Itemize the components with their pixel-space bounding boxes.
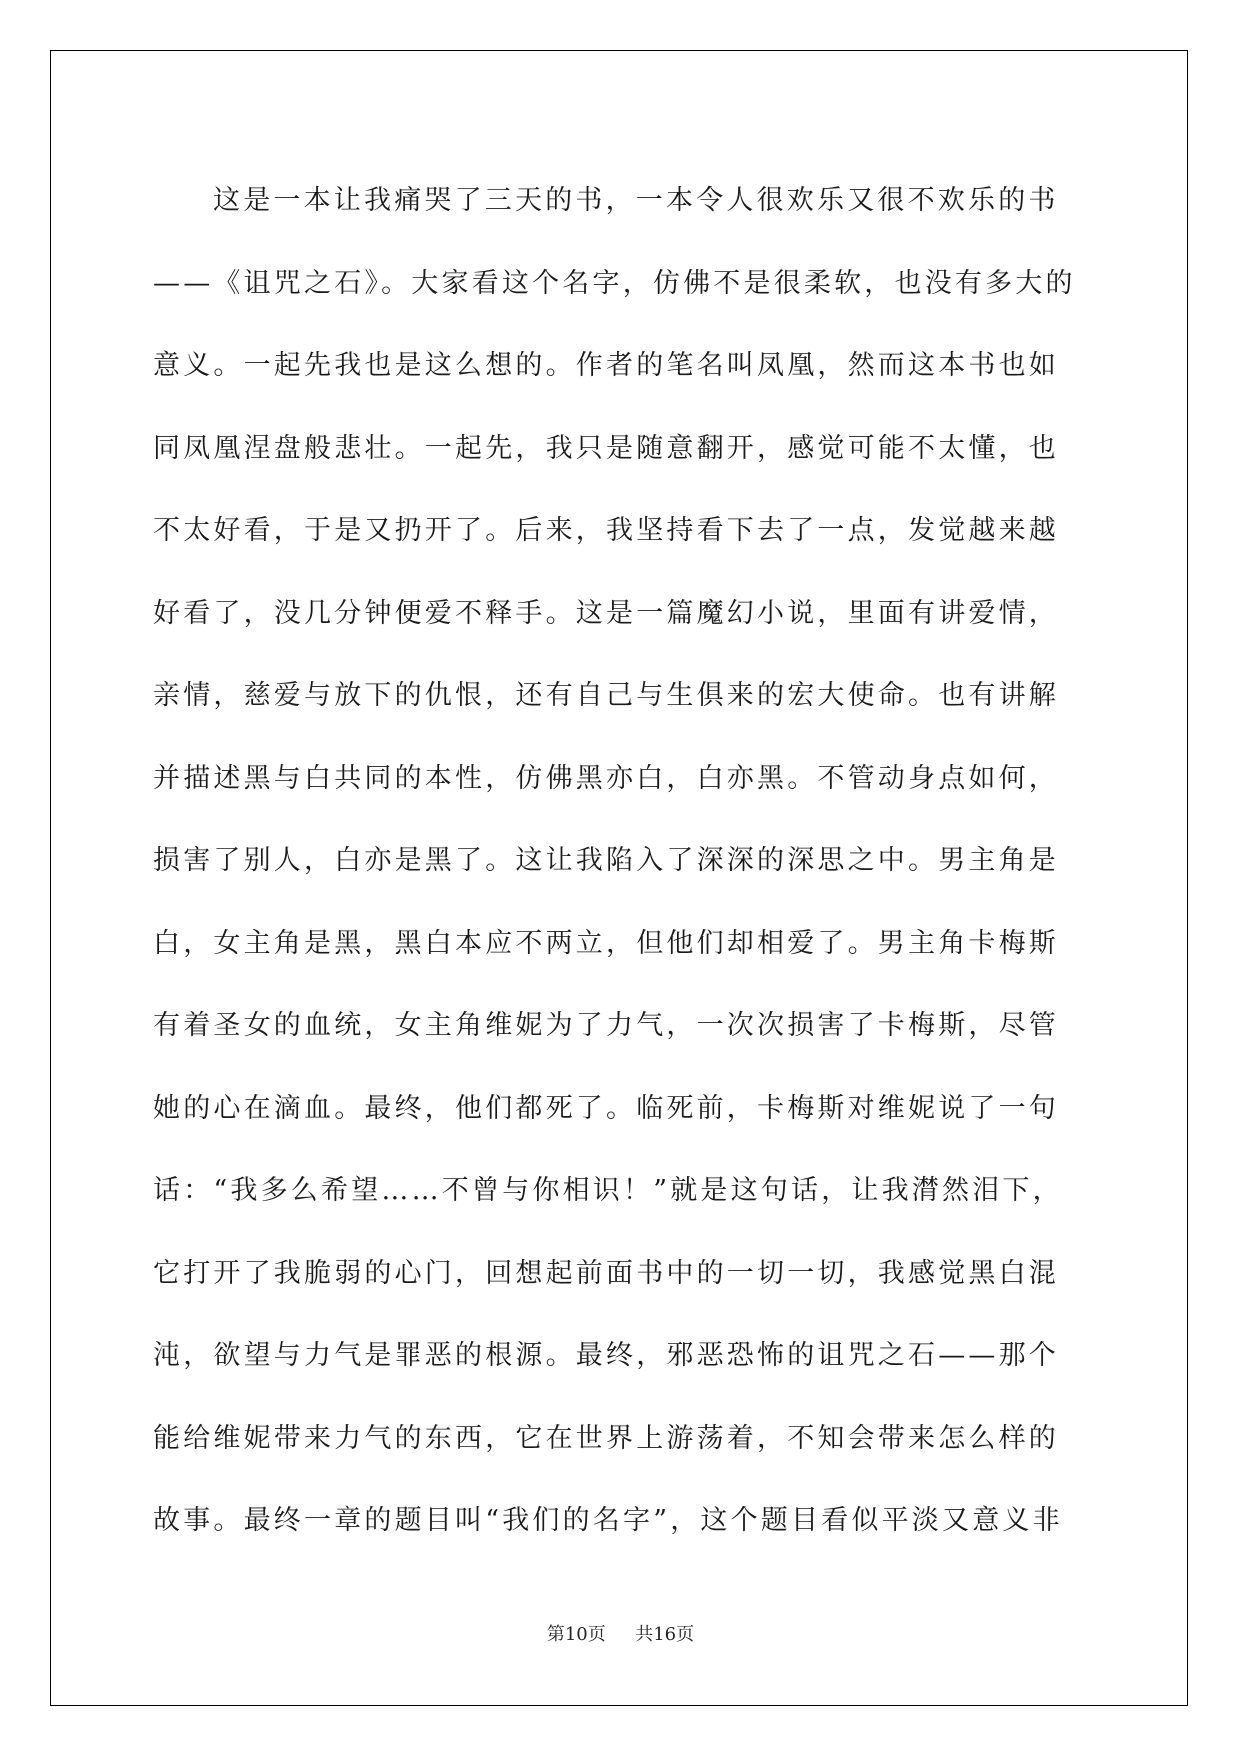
text-line: 不太好看，于是又扔开了。后来，我坚持看下去了一点，发觉越来越 <box>153 515 1059 546</box>
text-line: 白，女主角是黑，黑白本应不两立，但他们却相爱了。男主角卡梅斯 <box>153 927 1059 959</box>
text-line: 话：“我多么希望……不曾与你相识！”就是这句话，让我潸然泪下， <box>153 1175 1063 1206</box>
text-line: 亲情，慈爱与放下的仇恨，还有自己与生俱来的宏大使命。也有讲解 <box>153 680 1059 711</box>
body-paragraph <box>153 160 1088 1563</box>
text-line: 并描述黑与白共同的本性，仿佛黑亦白，白亦黑。不管动身点如何， <box>153 762 1059 794</box>
text-line: 好看了，没几分钟便爱不释手。这是一篇魔幻小说，里面有讲爱情， <box>153 597 1059 629</box>
page-total: 共16页 <box>635 1624 695 1645</box>
text-line: 能给维妮带来力气的东西，它在世界上游荡着，不知会带来怎么样的 <box>153 1422 1059 1454</box>
text-line: 故事。最终一章的题目叫“我们的名字”，这个题目看似平淡又意义非 <box>153 1505 1063 1536</box>
page-footer <box>0 1620 1241 1646</box>
text-line: 这是一本让我痛哭了三天的书，一本令人很欢乐又很不欢乐的书 <box>213 185 1059 216</box>
page-number: 第10页 <box>546 1624 606 1645</box>
text-line: 它打开了我脆弱的心门，回想起前面书中的一切一切，我感觉黑白混 <box>153 1257 1059 1289</box>
text-line: ——《诅咒之石》。大家看这个名字，仿佛不是很柔软，也没有多大的 <box>153 267 1076 299</box>
text-line: 意义。一起先我也是这么想的。作者的笔名叫凤凰，然而这本书也如 <box>153 350 1059 381</box>
text-line: 她的心在滴血。最终，他们都死了。临死前，卡梅斯对维妮说了一句 <box>153 1092 1059 1124</box>
text-line: 损害了别人，白亦是黑了。这让我陷入了深深的深思之中。男主角是 <box>153 845 1059 876</box>
text-line: 同凤凰涅盘般悲壮。一起先，我只是随意翻开，感觉可能不太懂，也 <box>153 432 1059 464</box>
text-line: 有着圣女的血统，女主角维妮为了力气，一次次损害了卡梅斯，尽管 <box>153 1010 1059 1041</box>
text-line: 沌，欲望与力气是罪恶的根源。最终，邪恶恐怖的诅咒之石——那个 <box>153 1340 1059 1371</box>
